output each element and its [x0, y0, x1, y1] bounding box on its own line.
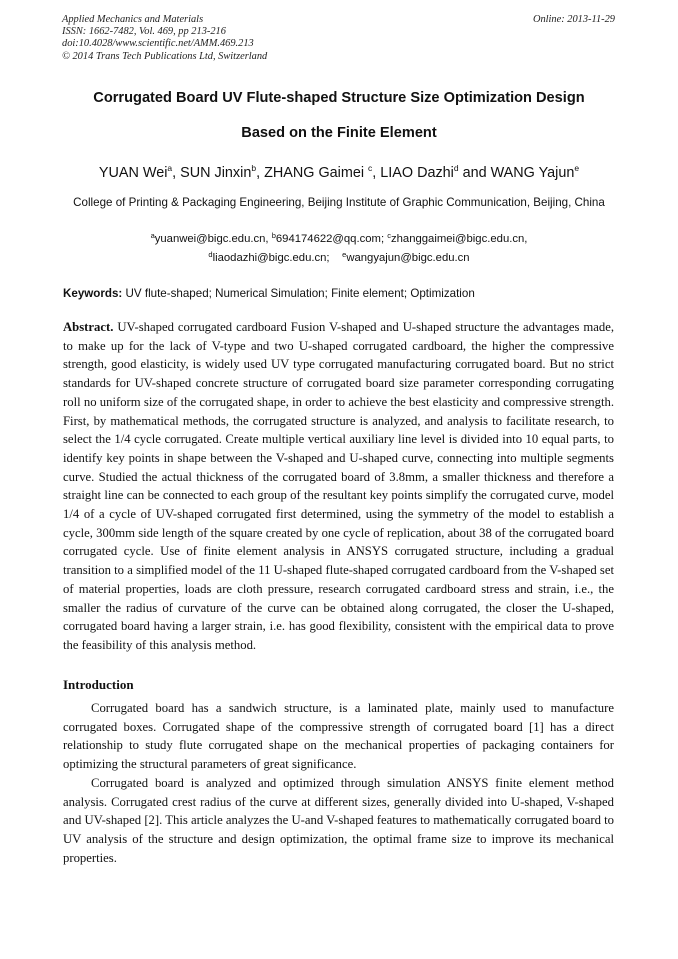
introduction-body — [63, 699, 614, 867]
author-name: YUAN Wei — [98, 165, 168, 181]
email-c[interactable]: zhanggaimei@bigc.edu.cn, — [390, 233, 528, 245]
email-b[interactable]: 694174622@qq.com; — [275, 233, 385, 245]
keywords — [63, 287, 475, 300]
paper-title-line-1: Corrugated Board UV Flute-shaped Structure Size Optimization Design — [93, 90, 585, 106]
email-mark-a: a — [150, 231, 155, 240]
introduction-paragraph-2: Corrugated board is analyzed and optimized through simulation ANSYS finite element method analysis. Corrugated crest radius of the curve at different sizes, generally divided into U-shaped, V-shaped and UV-shaped [2]. This article analyzes the U-and V-shaped features to mathematically corrugated board to UV analysis of the structure and design optimization, the optimal frame size to improve its mechanical properties. — [63, 775, 614, 865]
email-mark-b: b — [271, 231, 276, 240]
email-line-2 — [62, 249, 616, 268]
journal-name: Applied Mechanics and Materials — [62, 14, 204, 25]
email-mark-e: e — [342, 250, 347, 259]
email-line-1 — [62, 230, 616, 249]
author-emails — [62, 230, 616, 268]
email-d[interactable]: liaodazhi@bigc.edu.cn; — [212, 252, 330, 264]
author-name: SUN Jinxin — [180, 165, 252, 181]
affiliation: College of Printing & Packaging Engineering, Beijing Institute of Graphic Communication, Beijing, China — [73, 196, 605, 209]
author-mark: b — [251, 163, 257, 173]
journal-header — [62, 14, 267, 63]
email-e[interactable]: wangyajun@bigc.edu.cn — [346, 252, 470, 264]
paper-title-line-2: Based on the Finite Element — [241, 125, 437, 141]
abstract-text: UV-shaped corrugated cardboard Fusion V-shaped and U-shaped structure the advantages made, to make up for the lack of V-type and two U-shaped corrugated cardboard, the higher the compressive strength, good elasticity, is widely used UV type corrugated manufacturing corrugated board. But no strict standards for UV-shaped concrete structure of corrugated board size parameter corresponding corrugating roll no uniform size of the corrugated shape, in order to achieve the best elasticity and compressive strength. First, by mathematical methods, the corrugated structure is analyzed, and analysis to facilitate research, to select the 1/4 cycle corrugated. Create multiple vertical auxiliary line level is divided into 10 equal parts, to identify key points in shape between the V-shaped and U-shaped curve, connecting into multiple segments curve. Studied the actual thickness of the corrugated board of 3.8mm, a smaller thickness and therefore a straight line can be connected to each group of the resultant key points simplify the corrugated curve, model 1/4 of a cycle of UV-shaped corrugated first determined, using the symmetry of the model to establish a cycle, 300mm side length of the square created by one cycle of replication, about 38 of the corrugated board corrugated cycle. Use of finite element analysis in ANSYS corrugated structure, including a gradual transition to a simplified model of the 11 U-shaped flute-shaped corrugated cardboard from the V-shaped set of material properties, loads are cloth pressure, research corrugated cardboard stress and strain, i.e., the smaller the radius of curvature of the curve can be obtained along corrugated, the closer the U-shaped, corrugated board having a larger strain, i.e. has good flexibility, consistent with the empirical data to prove the feasibility of this analysis method. — [63, 320, 615, 652]
author-mark: d — [453, 163, 459, 173]
email-a[interactable]: yuanwei@bigc.edu.cn, — [154, 233, 269, 245]
author-separator: , — [172, 165, 181, 181]
keywords-label: Keywords: — [63, 287, 123, 300]
author-list — [40, 165, 638, 181]
author-separator: , — [372, 165, 381, 181]
author-mark: a — [167, 163, 173, 173]
doi-line: doi:10.4028/www.scientific.net/AMM.469.213 — [62, 38, 254, 50]
author-name: ZHANG Gaimei — [264, 165, 369, 181]
email-mark-c: c — [387, 231, 391, 240]
introduction-paragraph-1: Corrugated board has a sandwich structure, is a laminated plate, mainly used to manufacture corrugated boxes. Corrugated shape of the compressive strength of corrugated board [1] has a direct relationship to study flute corrugated shape on the mechanical properties of packaging containers for optimizing the structural parameters of great significance. — [63, 701, 614, 772]
email-mark-d: d — [208, 250, 213, 259]
author-separator: , — [256, 165, 265, 181]
author-mark: c — [368, 163, 373, 173]
author-name: WANG Yajun — [490, 165, 575, 181]
abstract-label: Abstract. — [63, 320, 114, 334]
abstract — [63, 318, 614, 655]
keywords-text: UV flute-shaped; Numerical Simulation; Finite element; Optimization — [125, 287, 475, 300]
author-separator: and — [458, 165, 491, 181]
author-name: LIAO Dazhi — [380, 165, 454, 181]
author-mark: e — [574, 163, 580, 173]
issn-line: ISSN: 1662-7482, Vol. 469, pp 213-216 — [62, 26, 226, 38]
introduction-heading: Introduction — [63, 677, 134, 692]
online-date: Online: 2013-11-29 — [532, 14, 615, 25]
copyright-line: © 2014 Trans Tech Publications Ltd, Switzerland — [62, 50, 268, 62]
